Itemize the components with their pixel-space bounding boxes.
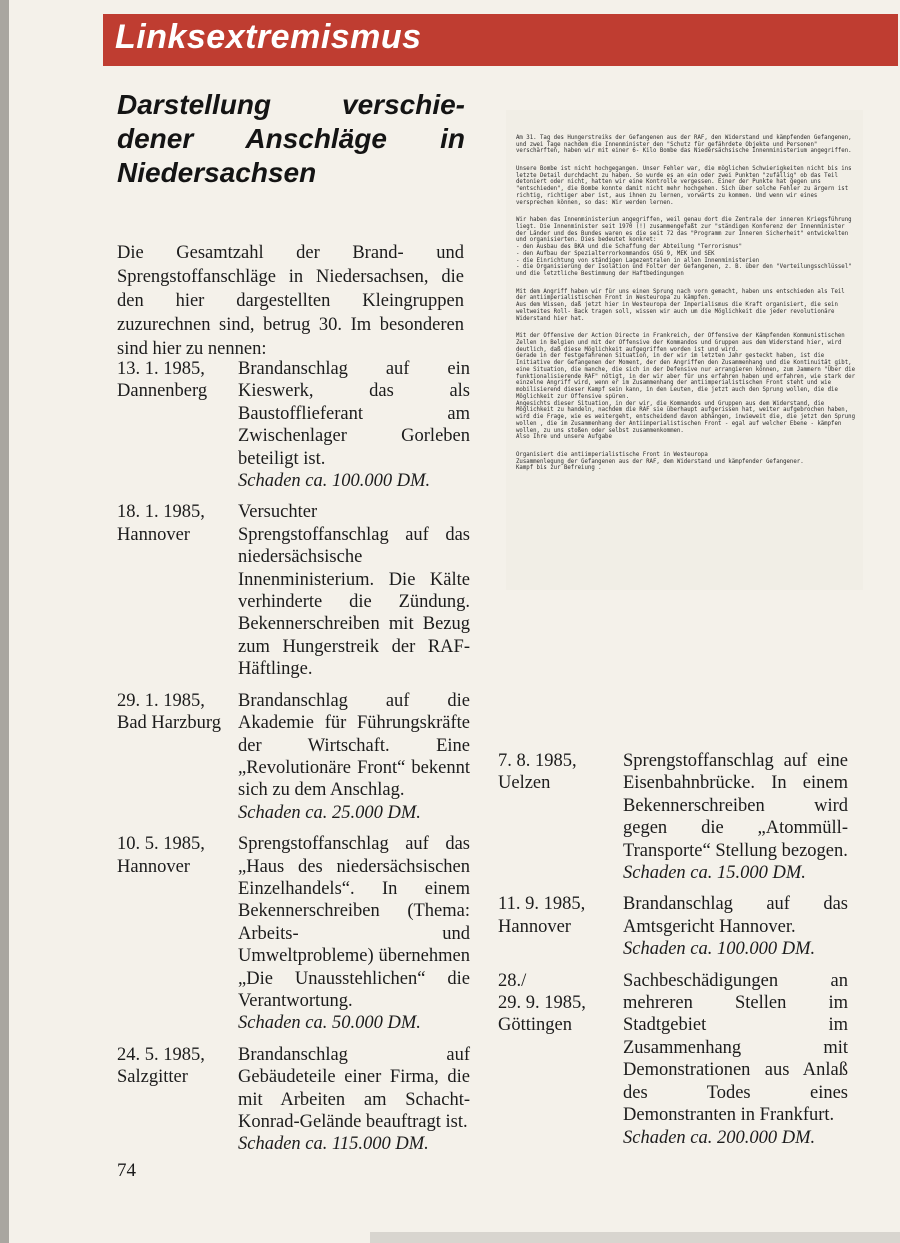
event-description: Brandanschlag auf Gebäudeteile einer Firma, die mit Arbeiten am Schacht-Konrad-Gelände beauftragt ist. xyxy=(238,1044,470,1132)
event-date-place: 13. 1. 1985, Dannenberg xyxy=(117,359,208,402)
letter-of-confession-image xyxy=(506,110,863,590)
events-list-left xyxy=(117,358,470,1165)
event-description: Sprengstoffanschlag auf eine Eisenbahnbrücke. In einem Bekennerschreiben wird gegen die „Atommüll-Transporte“ Stellung bezogen. xyxy=(623,751,848,861)
event-description: Brandanschlag auf die Akademie für Führungskräfte der Wirtschaft. Eine „Revolutionäre Front“ bekennt sich zu dem Anschlag. xyxy=(238,690,470,801)
event-body xyxy=(238,833,470,1035)
event-description: Sprengstoffanschlag auf das „Haus des niedersächsischen Einzelhandels“. In einem Bekennerschreiben (Thema: Arbeits- und Umweltprobleme) übernehmen „Die Unausstehlichen“ die Verantwortung. xyxy=(238,834,470,1011)
page-number: 74 xyxy=(117,1160,136,1181)
event-description: Versuchter Sprengstoffanschlag auf das niedersächsische Innenministerium. Die Kälte verhinderte die Zündung. Bekennerschreiben mit Bezug zum Hungerstreik der RAF-Häftlinge. xyxy=(238,502,470,680)
letter-text xyxy=(506,110,863,483)
article-title: Darstellung verschie-dener Anschläge in Niedersachsen xyxy=(117,89,465,188)
letter-paragraph: Mit dem Angriff haben wir für uns einen Sprung nach vorn gemacht, haben uns entschieden als Teil der antiimperialistischen Front in Westeuropa zu kämpfen. Aus dem Wissen, daß jetzt hier in Westeuropa der Imperialismus die Kraft organisiert, die sein weltweites Roll- Back tragen soll, wissen wir auch um die Möglichkeit die jeder revolutionäre Widerstand hier hat. xyxy=(516,288,845,322)
event-damage: Schaden ca. 15.000 DM. xyxy=(623,863,806,884)
event-date-place: 10. 5. 1985, Hannover xyxy=(117,834,205,877)
event-damage: Schaden ca. 115.000 DM. xyxy=(238,1134,429,1155)
event-entry xyxy=(117,833,470,1035)
intro-paragraph: Die Gesamtzahl der Brand- und Sprengstoffanschläge in Niedersachsen, die den hier dargestellten Kleingruppen zuzurechnen sind, betrug 30. Im besonderen sind hier zu nennen: xyxy=(117,243,464,359)
event-date-place: 7. 8. 1985, Uelzen xyxy=(498,751,577,794)
letter-paragraph: Organisiert die antiimperialistische Front in Westeuropa Zusammenlegung der Gefangenen aus der RAF, dem Widerstand und kämpfender Gefangener. Kampf bis zur Befreiung . xyxy=(516,451,804,472)
event-entry xyxy=(117,501,470,680)
event-body xyxy=(238,358,470,492)
event-body xyxy=(623,893,848,960)
event-entry xyxy=(498,750,848,884)
event-damage: Schaden ca. 50.000 DM. xyxy=(238,1013,421,1034)
event-date-place: 11. 9. 1985, Hannover xyxy=(498,894,586,937)
event-entry xyxy=(117,690,470,824)
event-damage: Schaden ca. 100.000 DM. xyxy=(623,939,816,960)
event-description: Brandanschlag auf ein Kieswerk, das als Baustofflieferant am Zwischenlager Gorleben beteiligt ist. xyxy=(238,359,470,469)
event-body xyxy=(238,501,470,680)
letter-paragraph: Am 31. Tag des Hungerstreiks der Gefangenen aus der RAF, den Widerstand und kämpfenden Gefangenen, und zwei Tage nachdem die Innenminister den "Schutz für gefährdete Objekte und Personen" verschärften, haben wir mit einer 6- Kilo Bombe das Niedersächsische Innenministerium angegriffen. xyxy=(516,134,852,155)
page-bottom-shadow xyxy=(370,1232,900,1243)
event-entry xyxy=(498,893,848,960)
events-list-right xyxy=(498,750,848,1158)
event-date-place: 29. 1. 1985, Bad Harzburg xyxy=(117,690,221,734)
event-body xyxy=(238,690,470,824)
event-date-place: 18. 1. 1985, Hannover xyxy=(117,502,205,545)
event-body xyxy=(623,750,848,884)
event-entry xyxy=(498,970,848,1149)
event-damage: Schaden ca. 25.000 DM. xyxy=(238,802,421,823)
event-date-place: 28./ 29. 9. 1985, Göttingen xyxy=(498,970,586,1036)
event-entry xyxy=(117,1044,470,1156)
event-body xyxy=(238,1044,470,1156)
event-damage: Schaden ca. 200.000 DM. xyxy=(623,1127,816,1148)
event-description: Brandanschlag auf das Amtsgericht Hannover. xyxy=(623,894,848,937)
letter-paragraph: Mit der Offensive der Action Directe in Frankreich, der Offensive der Kämpfenden Kommunistischen Zellen in Belgien und mit der Offensive der Kommandos und Gruppen aus dem Widerstand hier, wird deutlich, daß diese Möglichkeit aufgegriffen worden ist und wird. Gerade in der festgefahrenen Situation, in der wir im letzten Jahr gesteckt haben, ist die Initiative der Gefangenen der Moment, der den Angriffen den Zusammenhang und die Kontinuität gibt, eine Situation, die manche, die sich in der Defensive nur arrangieren können, zum Jammern "Über die funktionalisierende RAF" nötigt, in der wir aber für uns erfahren haben und erfahren, wie stark der einzelne Angriff wird, wenn er im Zusammenhang der antiimperialistischen Front steht und wie mobilisierend dieser Kampf sein kann, in den Leuten, die jetzt auch den Sprung wollen, die die Möglichkeit zur Offensive spüren. Angesichts dieser Situation, in der wir, die Kommandos und Gruppen aus dem Widerstand, die Möglichkeit zu handeln, nachdem die RAF sie überhaupt aufgerissen hat, weiter aufgebrochen haben, wird die Frage, wie es weitergeht, entscheidend davon abhängen, inwieweit die, die jetzt den Sprung wollen , die im Zusammenhang der Antiimperialistischen Front - egal auf welcher Ebene - kämpfen wollen, zu uns stoßen oder selbst zusammenkommen. Also Ihre und unsere Aufgabe xyxy=(516,333,855,441)
event-damage: Schaden ca. 100.000 DM. xyxy=(238,471,431,492)
event-date-place: 24. 5. 1985, Salzgitter xyxy=(117,1044,205,1088)
event-entry xyxy=(117,358,470,492)
page-edge-shadow xyxy=(0,0,9,1243)
event-description: Sachbeschädigungen an mehreren Stellen im Stadtgebiet im Zusammenhang mit Demonstrationen aus Anlaß des Todes eines Demonstranten in Frankfurt. xyxy=(623,970,848,1126)
letter-paragraph: Unsere Bombe ist nicht hochgegangen. Unser Fehler war, die möglichen Schwierigkeiten nicht bis ins letzte Detail durchdacht zu haben. So wurde es an ein oder zwei Punkten "zufällig" ob das Teil detoniert oder nicht, hatten wir eine Kontrolle vergessen. Einer der Punkte hat gegen uns "entschieden", die Bombe konnte damit nicht mehr hochgehen. Sich über solche Fehler zu ärgern ist richtig, richtiger aber ist, aus ihnen zu lernen, vorwärts zu kommen. Und wenn wir eines versprechen können, so das: Wir werden lernen. xyxy=(516,165,852,206)
event-body xyxy=(623,970,848,1149)
section-header-bar xyxy=(103,14,898,66)
letter-paragraph: Wir haben das Innenministerium angegriffen, weil genau dort die Zentrale der inneren Kriegsführung liegt. Die Innenminister seit 1970 (!) zusammengefaßt zur "ständigen Konferenz der Innenminister der Länder und des Bundes waren es die seit 72 das "Programm zur Inneren Sicherheit" entwickelten und organisierten. Dies bedeutet konkret: - den Ausbau des BKA und die Schaffung der Abteilung "Terrorismus" - den Aufbau der Spezialterrorkommandos GSG 9, MEK und SEK - die Einrichtung von ständigen Lagezentralen in allen Innenministerien - die Organisierung der Isolation und Folter der Gefangenen, z. B. über den "Verteilungsschlüssel" und die letztliche Bestimmung der Haftbedingungen xyxy=(516,217,852,277)
section-title: Linksextremismus xyxy=(115,18,422,56)
